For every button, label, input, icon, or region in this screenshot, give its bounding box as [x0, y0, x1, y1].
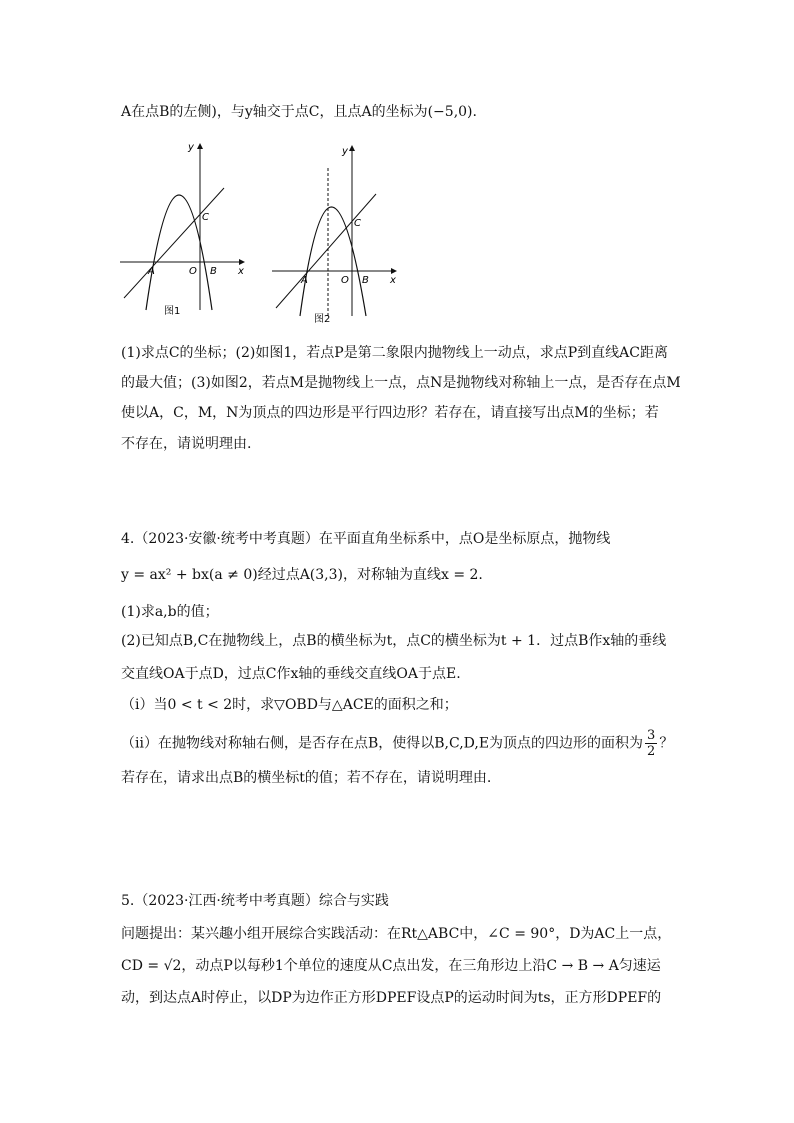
- label-a: A: [148, 266, 155, 277]
- problem4-sub-ii-end: ？: [659, 735, 674, 752]
- problem4-part1: (1)求a,b的值；: [121, 604, 219, 620]
- figure-1: [116, 138, 256, 318]
- line-ac: [276, 194, 376, 308]
- label-y: y: [342, 146, 348, 157]
- problem3-line-4: 不存在，请说明理由.: [121, 436, 252, 452]
- fraction-three-halves: [645, 728, 657, 759]
- problem3-intro: A在点B的左侧)，与y轴交于点C，且点A的坐标为(−5,0).: [121, 104, 477, 120]
- problem3-line-2: 的最大值；(3)如图2，若点M是抛物线上一点，点N是抛物线对称轴上一点，是否存在点M: [121, 375, 681, 391]
- fraction-denominator: 2: [647, 744, 656, 759]
- label-o: O: [341, 275, 349, 286]
- problem3-line-1: (1)求点C的坐标；(2)如图1，若点P是第二象限内抛物线上一动点，求点P到直线AC距离: [121, 345, 668, 361]
- problem4-sub-ii-text: （ⅱ）在抛物线对称轴右侧，是否存在点B，使得以B,C,D,E为顶点的四边形的面积为: [121, 735, 644, 752]
- label-b: B: [210, 266, 217, 277]
- figure-2: [268, 138, 408, 328]
- problem5-line-2: CD = √2，动点P以每秒1个单位的速度从C点出发，在三角形边上沿C → B → A匀速运: [121, 958, 661, 974]
- label-x: x: [238, 266, 244, 277]
- label-x: x: [390, 275, 396, 286]
- figure-2-caption: 图2: [314, 314, 331, 325]
- label-a: A: [301, 275, 308, 286]
- line-ac: [124, 188, 224, 298]
- problem4-part2-line2: 交直线OA于点D，过点C作x轴的垂线交直线OA于点E.: [121, 666, 461, 682]
- problem4-sub-ii: [121, 728, 673, 759]
- figure-1-caption: 图1: [164, 306, 181, 317]
- problem5-heading: 5.（2023·江西·统考中考真题）综合与实践: [121, 893, 389, 909]
- label-c: C: [202, 212, 209, 223]
- label-y: y: [188, 142, 194, 153]
- problem5-line-1: 问题提出：某兴趣小组开展综合实践活动：在Rt△ABC中，∠C = 90°，D为AC上一点，: [121, 926, 672, 942]
- fraction-numerator: 3: [647, 728, 656, 743]
- problem4-sub-i: （ⅰ）当0 < t < 2时，求▽OBD与△ACE的面积之和；: [121, 697, 458, 713]
- problem4-sub-ii-cont: 若存在，请求出点B的横坐标t的值；若不存在，请说明理由.: [121, 770, 492, 786]
- problem5-line-3: 动，到达点A时停止，以DP为边作正方形DPEF设点P的运动时间为ts，正方形DPEF的: [121, 990, 662, 1006]
- label-c: C: [354, 218, 361, 229]
- problem3-line-3: 使以A，C，M，N为顶点的四边形是平行四边形？若存在，请直接写出点M的坐标；若: [121, 405, 659, 421]
- label-b: B: [362, 275, 369, 286]
- problem4-heading: 4.（2023·安徽·统考中考真题）在平面直角坐标系中，点O是坐标原点，抛物线: [121, 531, 611, 547]
- problem4-part2-line1: (2)已知点B,C在抛物线上，点B的横坐标为t，点C的横坐标为t + 1．过点B作x轴的垂线: [121, 633, 667, 649]
- problem4-equation: y = ax² + bx(a ≠ 0)经过点A(3,3)，对称轴为直线x = 2.: [121, 567, 483, 583]
- label-o: O: [189, 266, 197, 277]
